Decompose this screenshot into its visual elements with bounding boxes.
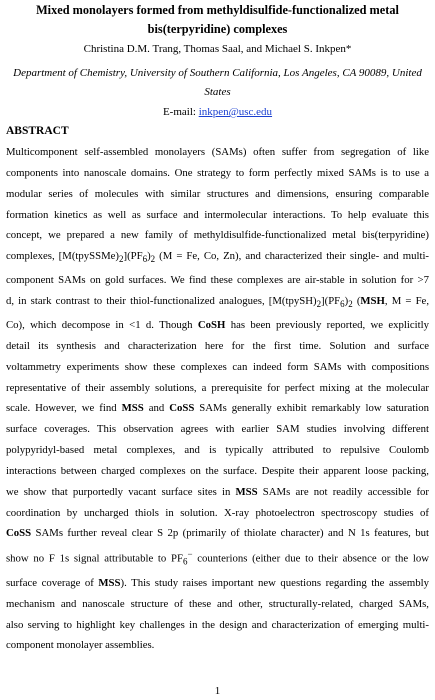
title-line-2: bis(terpyridine) complexes — [147, 22, 288, 36]
abstract-line: d, in stark contrast to their thiol-functionalized analogues, $[M(tpySH)_2](PF_6)_2$ (MSH, M = Fe, — [6, 295, 430, 310]
paper-title — [12, 1, 423, 39]
compound-label: MSS — [98, 576, 121, 589]
email-label: E-mail: — [162, 106, 199, 118]
abstract-line: concept, we prepared a new family of methyldisulfide-functionalized metal bis(terpyridine) — [6, 229, 429, 242]
abstract-line: polypyridyl-based metal complexes, and is typically attributed to repulsive Coulomb — [6, 444, 429, 457]
abstract-line: coordination by uncharged thiols in solution. X-ray photoelectron spectroscopy studies of — [6, 506, 429, 519]
title-line-1: Mixed monolayers formed from methyldisulfide-functionalized metal — [36, 3, 399, 17]
abstract-line: Multicomponent self-assembled monolayers (SAMs) often suffer from segregation of like — [6, 146, 429, 158]
abstract-line: surface coverages. This observation agrees with earlier SAM studies involving different — [6, 423, 429, 436]
abstract-body — [6, 142, 429, 656]
compound-label: CoSS — [169, 402, 195, 415]
page-number: 1 — [214, 685, 221, 697]
abstract-line: Co), which decompose in <1 d. Though CoSH has been previously reported, we explicitly — [6, 319, 429, 332]
compound-label: CoSH — [197, 319, 226, 332]
abstract-line: component SAMs on gold surfaces. We find these complexes are air-stable in solution for >7 — [6, 274, 429, 287]
compound-label: CoSS — [6, 527, 32, 540]
abstract-line: voltammetry experiments show these complexes can indeed form SAMs with compositions — [6, 360, 429, 373]
abstract-line: component monolayer assemblies. — [6, 639, 155, 652]
compound-label: MSS — [235, 485, 258, 498]
abstract-line: detail its synthesis and characterization here for the first time. Solution and surface — [6, 339, 429, 352]
compound-label: MSH — [360, 295, 385, 308]
author-list: Christina D.M. Trang, Thomas Saal, and Michael S. Inkpen* — [83, 43, 352, 55]
abstract-line: complexes, $[M(tpySSMe)_2](PF_6)_2$ (M = Fe, Co, Zn), and characterized their single- and multi- — [6, 250, 430, 265]
abstract-line: show no F 1s signal attributable to $PF_6^-$ counterions (either due to their absence or the low — [6, 549, 429, 568]
affiliation — [6, 64, 429, 102]
abstract-line: mechanism and nanoscale structure of these and other, structurally-related, charged SAMs, — [6, 597, 429, 610]
compound-label: MSS — [121, 402, 144, 415]
abstract-line: we show that purportedly vacant surface sites in MSS SAMs are not readily accessible for — [6, 485, 430, 498]
abstract-line: representative of their assembly solutions, a prerequisite for perfect mixing at the molecular — [6, 381, 429, 394]
abstract-line: components into nanoscale domains. One strategy to form perfectly mixed SAMs is to use a — [6, 166, 429, 179]
abstract-line: surface coverage of MSS). This study raises important new questions regarding the assembly — [6, 576, 429, 589]
abstract-line: CoSS SAMs further reveal clear S 2p (primarily of thiolate character) and N 1s features, but — [6, 527, 429, 540]
abstract-line: modular series of molecules with similar structures and dimensions, ensuring comparable — [6, 187, 429, 200]
affiliation-line-1: Department of Chemistry, University of Southern California, Los Angeles, CA 90089, United — [13, 67, 422, 79]
abstract-line: interactions between charged complexes on the surface. Despite their apparent loose packing, — [6, 464, 429, 477]
abstract-line: scale. However, we find MSS and CoSS SAMs generally exhibit remarkably low saturation — [6, 402, 429, 415]
abstract-line: also serving to highlight key challenges in the design and characterization of emerging multi- — [6, 618, 429, 631]
affiliation-line-2: States — [204, 86, 231, 98]
contact-email — [0, 105, 435, 119]
abstract-heading: ABSTRACT — [6, 125, 69, 137]
email-link[interactable]: inkpen@usc.edu — [198, 106, 273, 118]
abstract-line: formation kinetics as well as surface and intermolecular interactions. To help evaluate this — [6, 208, 429, 221]
